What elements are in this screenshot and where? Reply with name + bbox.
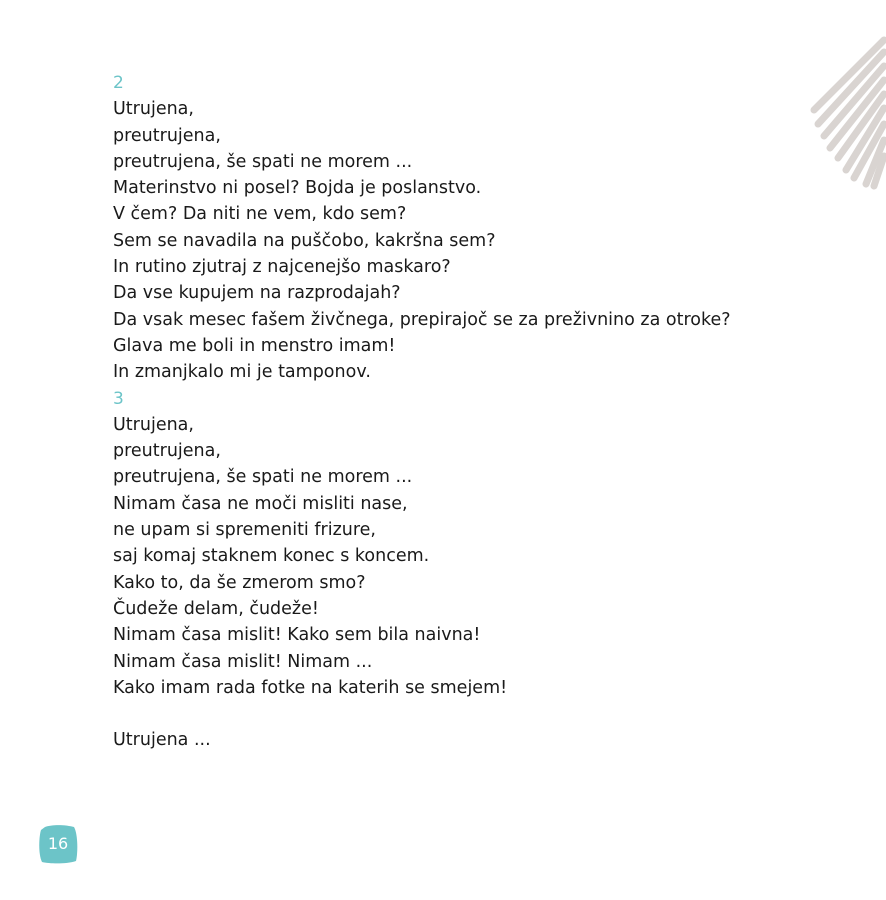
poem-line: Sem se navadila na puščobo, kakršna sem? (113, 230, 496, 251)
poem-line: Čudeže delam, čudeže! (113, 598, 319, 619)
poem-line: Da vse kupujem na razprodajah? (113, 283, 401, 304)
page-number: 16 (47, 834, 69, 853)
poem-line: preutrujena, (113, 125, 221, 146)
poem-body (113, 70, 813, 754)
stanza-2 (113, 70, 813, 386)
poem-line: Materinstvo ni posel? Bojda je poslanstvo. (113, 178, 482, 199)
stanza-number: 2 (113, 73, 124, 93)
poem-line: In zmanjkalo mi je tamponov. (113, 362, 371, 383)
poem-line: Utrujena, (113, 99, 194, 120)
poem-line: preutrujena, (113, 441, 221, 462)
stanza-gap (113, 701, 813, 727)
poem-line: Glava me boli in menstro imam! (113, 335, 396, 356)
poem-line: Kako imam rada fotke na katerih se smejem! (113, 677, 508, 698)
poem-line: ne upam si spremeniti frizure, (113, 520, 376, 541)
poem-line: Da vsak mesec fašem živčnega, prepirajoč se za preživnino za otroke? (113, 309, 731, 330)
poem-line: V čem? Da niti ne vem, kdo sem? (113, 204, 407, 225)
poem-line: preutrujena, še spati ne morem ... (113, 467, 413, 488)
brush-scribble-decoration (810, 36, 886, 190)
poem-line: saj komaj staknem konec s koncem. (113, 546, 430, 567)
stanza-number: 3 (113, 388, 124, 409)
poem-line: Utrujena, (113, 414, 194, 435)
stanza-3 (113, 386, 813, 702)
poem-line: In rutino zjutraj z najcenejšo maskaro? (113, 257, 451, 278)
poem-line: Kako to, da še zmerom smo? (113, 572, 366, 593)
poem-line: Nimam časa ne moči misliti nase, (113, 493, 408, 514)
poem-line: Nimam časa mislit! Kako sem bila naivna! (113, 625, 481, 646)
poem-line: preutrujena, še spati ne morem ... (113, 151, 413, 172)
page-number-badge (37, 823, 79, 865)
poem-line: Nimam časa mislit! Nimam ... (113, 651, 373, 672)
closing-line: Utrujena ... (113, 730, 211, 751)
